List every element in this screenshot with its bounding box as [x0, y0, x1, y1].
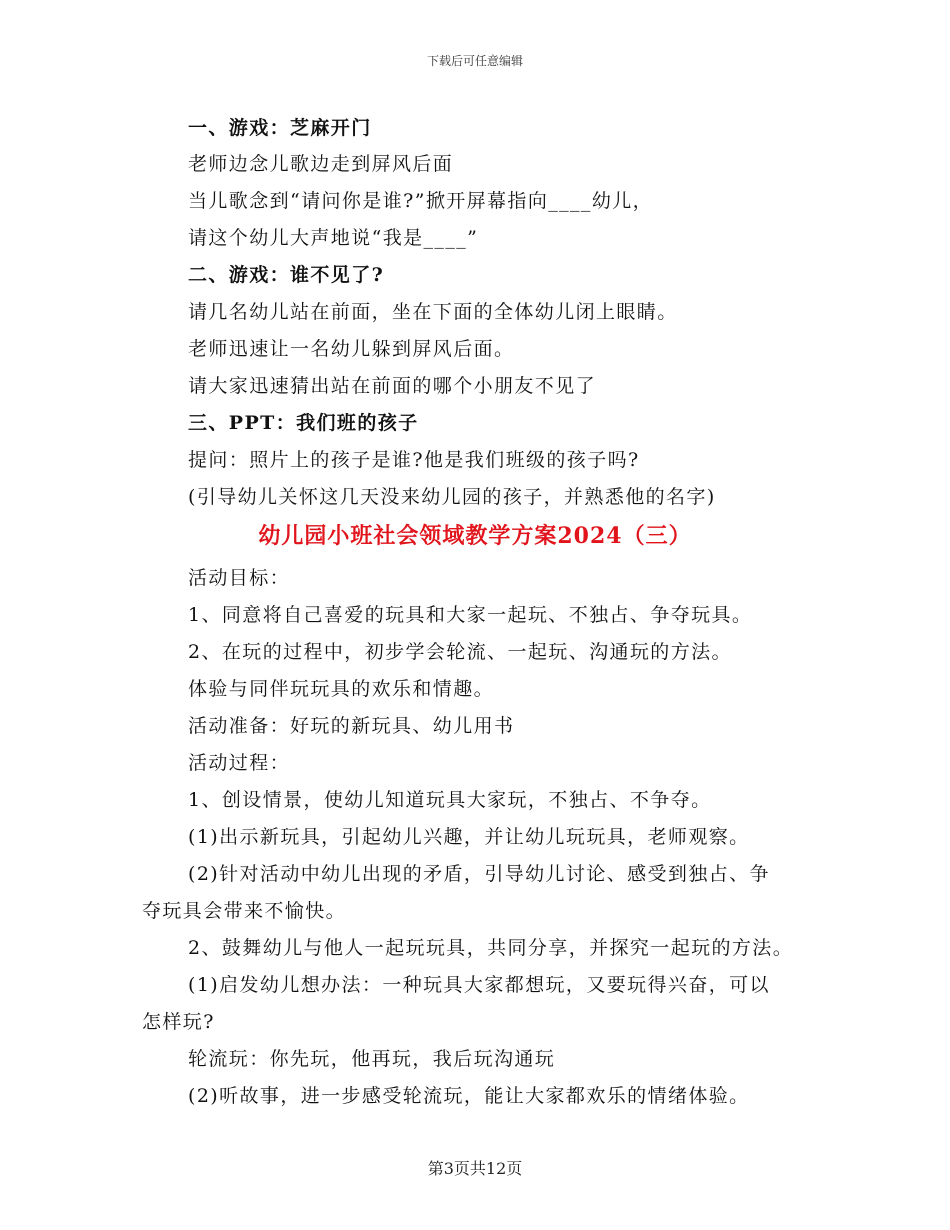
- paragraph-line: 当儿歌念到“请问你是谁?”掀开屏幕指向____幼儿，: [188, 190, 654, 212]
- paragraph-line: 夺玩具会带来不愉快。: [142, 900, 347, 922]
- paragraph-line: 1、创设情景，使幼儿知道玩具大家玩，不独占、不争夺。: [188, 789, 712, 811]
- paragraph-line: 活动过程：: [188, 752, 291, 774]
- paragraph-line: 1、同意将自己喜爱的玩具和大家一起玩、不独占、争夺玩具。: [188, 604, 753, 626]
- paragraph-line: (2)针对活动中幼儿出现的矛盾，引导幼儿讨论、感受到独占、争: [188, 863, 770, 885]
- paragraph-line: (引导幼儿关怀这几天没来幼儿园的孩子，并熟悉他的名字): [188, 486, 716, 508]
- paragraph-line: (1)出示新玩具，引起幼儿兴趣，并让幼儿玩玩具，老师观察。: [188, 826, 750, 848]
- paragraph-line: 2、鼓舞幼儿与他人一起玩玩具，共同分享，并探究一起玩的方法。: [188, 937, 794, 959]
- heading-game-2: 二、游戏：谁不见了?: [188, 264, 385, 286]
- heading-ppt: 三、PPT：我们班的孩子: [188, 412, 419, 434]
- paragraph-line: 活动目标：: [188, 567, 291, 589]
- page-footer: 第3页共12页: [427, 1159, 523, 1178]
- paragraph-line: 请大家迅速猜出站在前面的哪个小朋友不见了: [188, 375, 597, 397]
- paragraph-line: (2)听故事，进一步感受轮流玩，能让大家都欢乐的情绪体验。: [188, 1085, 750, 1107]
- heading-game-1: 一、游戏：芝麻开门: [188, 117, 372, 139]
- section-title: 幼儿园小班社会领域教学方案2024（三）: [258, 523, 692, 549]
- paragraph-line: (1)启发幼儿想办法：一种玩具大家都想玩，又要玩得兴奋，可以: [188, 974, 770, 996]
- paragraph-line: 轮流玩：你先玩，他再玩，我后玩沟通玩: [188, 1048, 556, 1070]
- paragraph-line: 体验与同伴玩玩具的欢乐和情趣。: [188, 678, 495, 700]
- page-header: 下载后可任意编辑: [426, 54, 523, 68]
- paragraph-line: 老师边念儿歌边走到屏风后面: [188, 153, 454, 175]
- paragraph-line: 活动准备：好玩的新玩具、幼儿用书: [188, 715, 515, 737]
- paragraph-line: 提问：照片上的孩子是谁?他是我们班级的孩子吗?: [188, 449, 640, 471]
- paragraph-line: 2、在玩的过程中，初步学会轮流、一起玩、沟通玩的方法。: [188, 641, 732, 663]
- paragraph-line: 怎样玩?: [142, 1011, 215, 1033]
- paragraph-line: 老师迅速让一名幼儿躲到屏风后面。: [188, 338, 515, 360]
- paragraph-line: 请几名幼儿站在前面，坐在下面的全体幼儿闭上眼睛。: [188, 301, 678, 323]
- paragraph-line: 请这个幼儿大声地说“我是____”: [188, 227, 479, 249]
